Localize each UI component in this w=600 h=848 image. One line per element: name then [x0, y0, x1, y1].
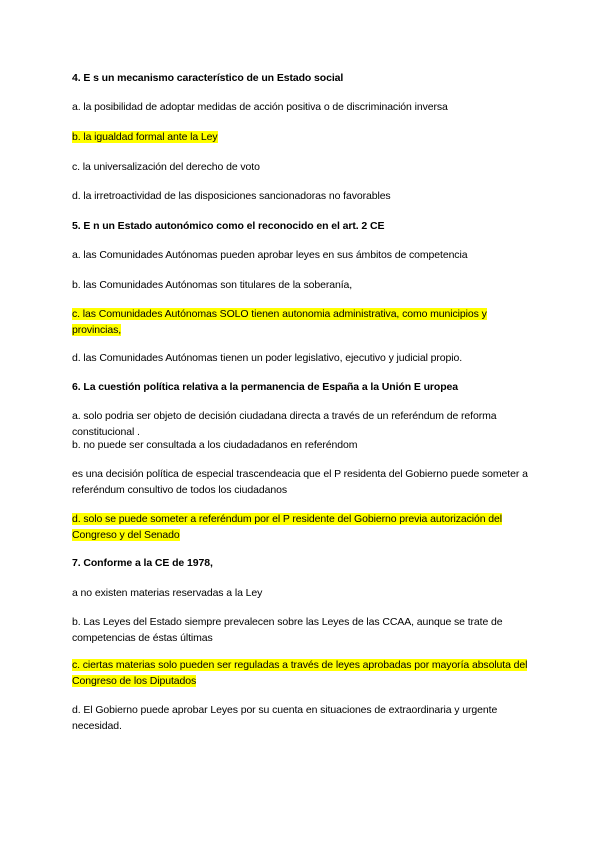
question-6-option-c: es una decisión política de especial trascendeacia que el P residenta del Gobierno puede someter a referéndum consultivo de todos los ciudadanos: [72, 468, 528, 496]
question-5-option-d: d. las Comunidades Autónomas tienen un poder legislativo, ejecutivo y judicial propio.: [72, 352, 463, 364]
question-7-option-c: [72, 657, 528, 689]
question-4-option-c: c. la universalización del derecho de voto: [72, 161, 260, 173]
question-5-option-c: [72, 306, 528, 338]
question-4-option-d: d. la irretroactividad de las disposiciones sancionadoras no favorables: [72, 190, 391, 202]
question-6-option-d: [72, 511, 528, 543]
question-5-title: 5. E n un Estado autonómico como el reconocido en el art. 2 CE: [72, 220, 385, 232]
question-6-title: 6. La cuestión política relativa a la permanencia de España a la Unión E uropea: [72, 381, 458, 393]
question-7-option-d: d. El Gobierno puede aprobar Leyes por su cuenta en situaciones de extraordinaria y urgente necesidad.: [72, 704, 498, 732]
highlighted-answer: b. la igualdad formal ante la Ley: [72, 131, 218, 143]
highlighted-answer: c. ciertas materias solo pueden ser reguladas a través de leyes aprobadas por mayoría absoluta del Congreso de los Diputados: [72, 659, 528, 687]
highlighted-answer: d. solo se puede someter a referéndum por el P residente del Gobierno previa autorización del Congreso y del Senado: [72, 513, 503, 541]
question-4-option-a: a. la posibilidad de adoptar medidas de acción positiva o de discriminación inversa: [72, 101, 448, 113]
question-6-option-a: a. solo podria ser objeto de decisión ciudadana directa a través de un referéndum de reforma constitucional .: [72, 410, 497, 438]
question-6-option-b: b. no puede ser consultada a los ciudadadanos en referéndom: [72, 439, 358, 451]
highlighted-answer: c. las Comunidades Autónomas SOLO tienen autonomia administrativa, como municipios y provincias,: [72, 308, 487, 336]
question-5-option-b: b. las Comunidades Autónomas son titulares de la soberanía,: [72, 279, 353, 291]
question-4-option-b: [72, 129, 528, 145]
question-7-option-a: a no existen materias reservadas a la Ley: [72, 587, 263, 599]
question-5-option-a: a. las Comunidades Autónomas pueden aprobar leyes en sus ámbitos de competencia: [72, 249, 468, 261]
question-7-title: 7. Conforme a la CE de 1978,: [72, 557, 213, 569]
question-4-title: 4. E s un mecanismo característico de un Estado social: [72, 72, 344, 84]
question-7-option-b: b. Las Leyes del Estado siempre prevalecen sobre las Leyes de las CCAA, aunque se trate de competencias de éstas últimas: [72, 616, 503, 644]
